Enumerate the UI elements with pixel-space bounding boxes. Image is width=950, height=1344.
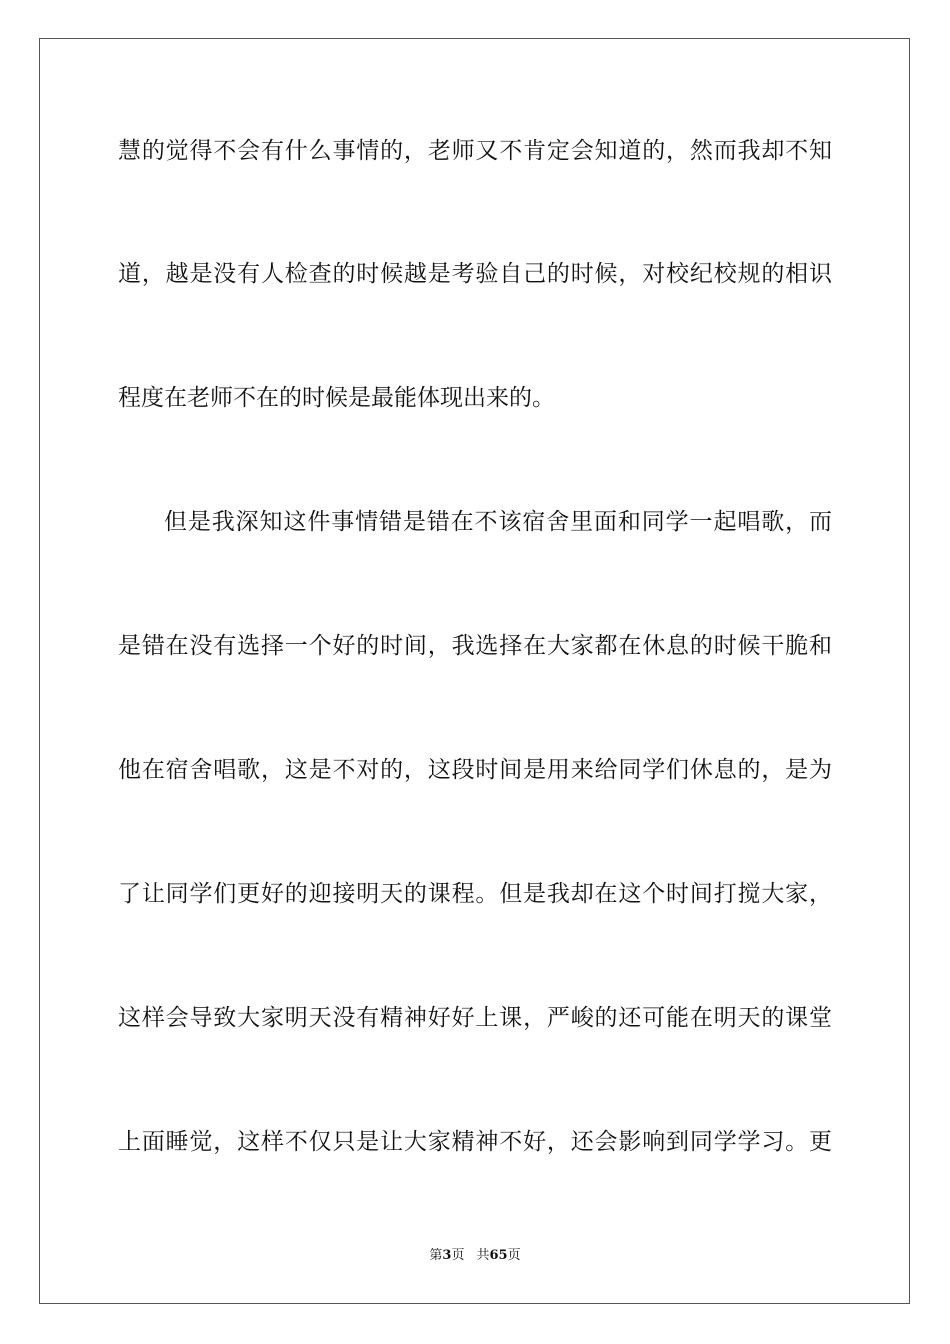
body-text-line-4-paragraph-start: 但是我深知这件事情错是错在不该宿舍里面和同学一起唱歌，而 — [164, 509, 832, 535]
body-text-line-3: 程度在老师不在的时候是最能体现出来的。 — [118, 385, 555, 411]
body-text-line-6: 他在宿舍唱歌，这是不对的，这段时间是用来给同学们休息的，是为 — [118, 757, 832, 783]
body-text-line-7: 了让同学们更好的迎接明天的课程。但是我却在这个时间打搅大家， — [118, 881, 832, 907]
page-footer — [0, 1246, 950, 1266]
body-text-line-2: 道，越是没有人检查的时候越是考验自己的时候，对校纪校规的相识 — [118, 261, 832, 287]
page-number-suffix: 页 — [451, 1248, 465, 1263]
page-number: 3 — [442, 1248, 452, 1263]
body-text-line-8: 这样会导致大家明天没有精神好好上课，严峻的还可能在明天的课堂 — [118, 1005, 832, 1031]
total-pages-prefix: 共 — [476, 1248, 490, 1263]
total-pages-suffix: 页 — [507, 1248, 521, 1263]
page-border — [39, 38, 910, 1304]
page-number-prefix: 第 — [429, 1248, 443, 1263]
body-text-line-5: 是错在没有选择一个好的时间，我选择在大家都在休息的时候干脆和 — [118, 633, 832, 659]
body-text-line-9: 上面睡觉，这样不仅只是让大家精神不好，还会影响到同学学习。更 — [118, 1129, 832, 1155]
total-pages: 65 — [489, 1248, 508, 1263]
body-text-line-1: 慧的觉得不会有什么事情的，老师又不肯定会知道的，然而我却不知 — [118, 138, 832, 164]
